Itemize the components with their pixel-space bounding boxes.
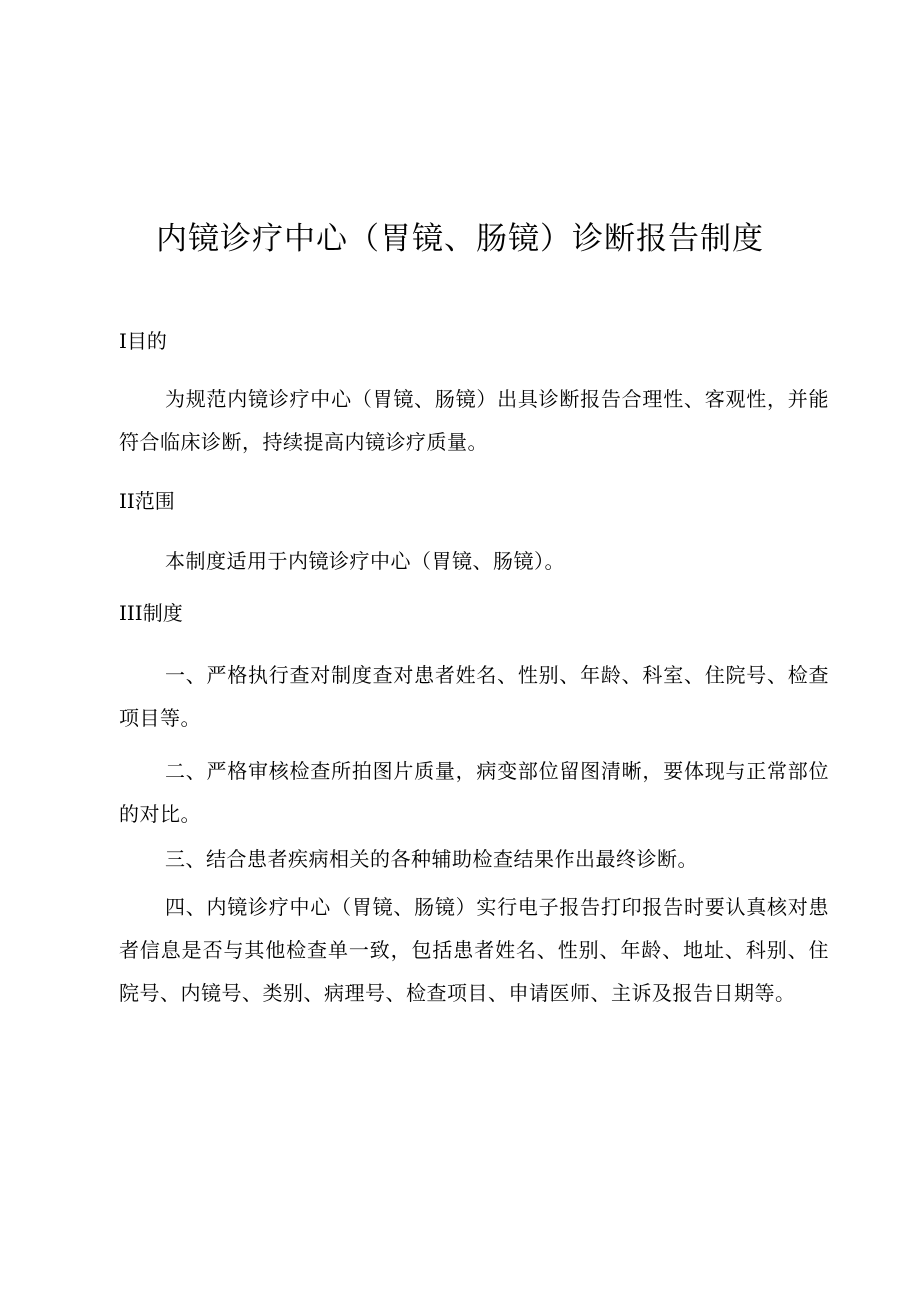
section-heading-purpose: I目的 — [119, 329, 167, 353]
purpose-paragraph: 为规范内镜诊疗中心（胃镜、肠镜）出具诊断报告合理性、客观性，并能符合临床诊断，持续提高内镜诊疗质量。 — [119, 387, 829, 454]
scope-paragraph: 本制度适用于内镜诊疗中心（胃镜、肠镜）。 — [165, 549, 565, 573]
section-heading-policy: III制度 — [119, 601, 183, 625]
policy-item-1: 一、严格执行查对制度查对患者姓名、性别、年龄、科室、住院号、检查项目等。 — [119, 663, 829, 730]
policy-item-3: 三、结合患者疾病相关的各种辅助检查结果作出最终诊断。 — [165, 847, 698, 871]
policy-item-4: 四、内镜诊疗中心（胃镜、肠镜）实行电子报告打印报告时要认真核对患者信息是否与其他检查单一致，包括患者姓名、性别、年龄、地址、科别、住院号、内镜号、类别、病理号、检查项目、申请医师、主诉及报告日期等。 — [119, 895, 829, 1005]
policy-item-2: 二、严格审核检查所拍图片质量，病变部位留图清晰，要体现与正常部位的对比。 — [119, 759, 829, 826]
section-heading-scope: II范围 — [119, 489, 175, 513]
document-title: 内镜诊疗中心（胃镜、肠镜）诊断报告制度 — [156, 221, 764, 257]
